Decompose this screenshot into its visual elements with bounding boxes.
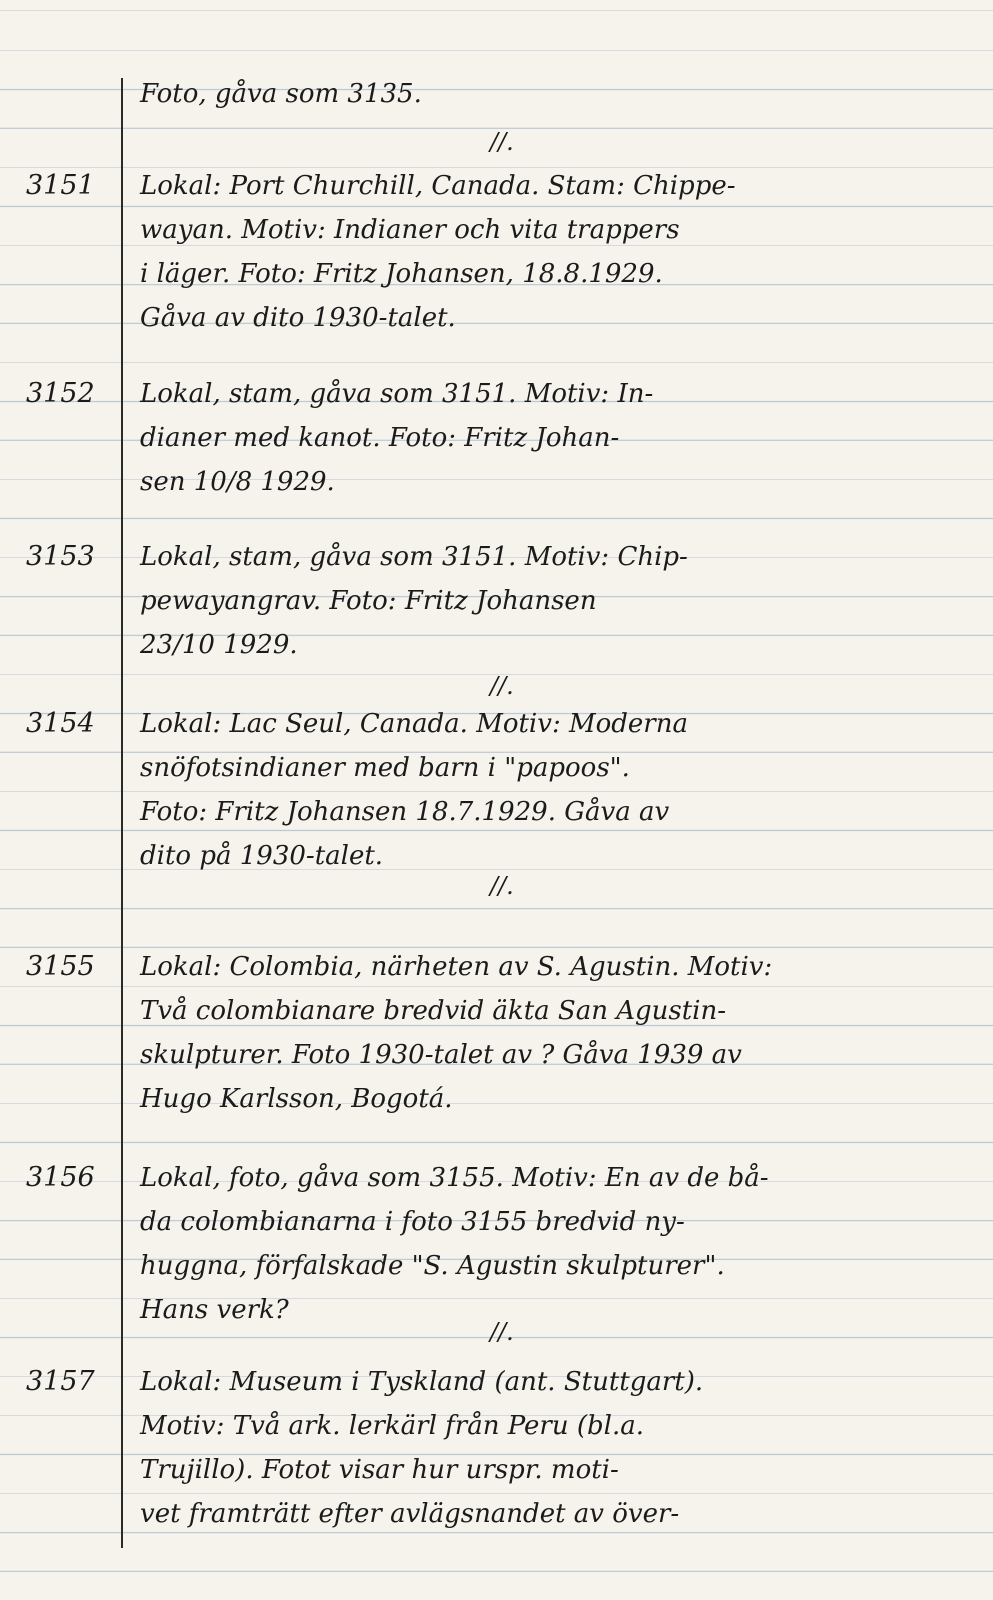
separator-mark: //.: [490, 672, 514, 700]
entry-text: [140, 702, 960, 878]
header-line: Foto, gåva som 3135.: [140, 79, 422, 109]
entry-line: Gåva av dito 1930-talet.: [140, 303, 456, 333]
entry-number: 3151: [26, 170, 95, 201]
entry-line: Lokal: Port Churchill, Canada. Stam: Chippe-: [140, 171, 736, 201]
entry-line: Foto: Fritz Johansen 18.7.1929. Gåva av: [140, 797, 670, 827]
entry-line: Hugo Karlsson, Bogotá.: [140, 1084, 453, 1114]
entry-line: Lokal, stam, gåva som 3151. Motiv: Chip-: [140, 542, 688, 572]
margin-rule: [121, 78, 123, 1548]
entry-line: da colombianarna i foto 3155 bredvid ny-: [140, 1207, 685, 1237]
separator-mark: //.: [490, 1318, 514, 1346]
entry-number: 3157: [26, 1366, 95, 1397]
entry-line: Hans verk?: [140, 1295, 289, 1325]
entry-line: i läger. Foto: Fritz Johansen, 18.8.1929.: [140, 259, 663, 289]
entry-line: 23/10 1929.: [140, 630, 298, 660]
entry-line: skulpturer. Foto 1930-talet av ? Gåva 1939 av: [140, 1040, 742, 1070]
entry-line: vet framträtt efter avlägsnandet av över-: [140, 1499, 680, 1529]
separator-mark: //.: [490, 128, 514, 156]
entry-line: sen 10/8 1929.: [140, 467, 335, 497]
entry-text: [140, 945, 960, 1121]
entry-line: Lokal, foto, gåva som 3155. Motiv: En av de bå-: [140, 1163, 769, 1193]
separator-mark: //.: [490, 872, 514, 900]
entry-number: 3153: [26, 541, 95, 572]
entry-line: Lokal: Colombia, närheten av S. Agustin. Motiv:: [140, 952, 773, 982]
entry-text: [140, 1360, 960, 1536]
entry-line: dianer med kanot. Foto: Fritz Johan-: [140, 423, 620, 453]
entry-line: Motiv: Två ark. lerkärl från Peru (bl.a.: [140, 1411, 645, 1441]
continued-line: [140, 72, 960, 116]
entry-line: Trujillo). Fotot visar hur urspr. moti-: [140, 1455, 619, 1485]
entry-line: snöfotsindianer med barn i "papoos".: [140, 753, 630, 783]
entry-line: Lokal: Museum i Tyskland (ant. Stuttgart).: [140, 1367, 704, 1397]
entry-line: pewayangrav. Foto: Fritz Johansen: [140, 586, 597, 616]
entry-line: Lokal, stam, gåva som 3151. Motiv: In-: [140, 379, 654, 409]
entry-line: huggna, förfalskade "S. Agustin skulpturer".: [140, 1251, 725, 1281]
entry-text: [140, 1156, 960, 1332]
entry-text: [140, 535, 960, 667]
entry-text: [140, 164, 960, 340]
entry-number: 3154: [26, 708, 95, 739]
entry-line: Lokal: Lac Seul, Canada. Motiv: Moderna: [140, 709, 688, 739]
entry-number: 3156: [26, 1162, 95, 1193]
entry-line: wayan. Motiv: Indianer och vita trappers: [140, 215, 680, 245]
entry-number: 3152: [26, 378, 95, 409]
entry-line: dito på 1930-talet.: [140, 841, 384, 871]
entry-line: Två colombianare bredvid äkta San Agustin-: [140, 996, 727, 1026]
entry-number: 3155: [26, 951, 95, 982]
entry-text: [140, 372, 960, 504]
